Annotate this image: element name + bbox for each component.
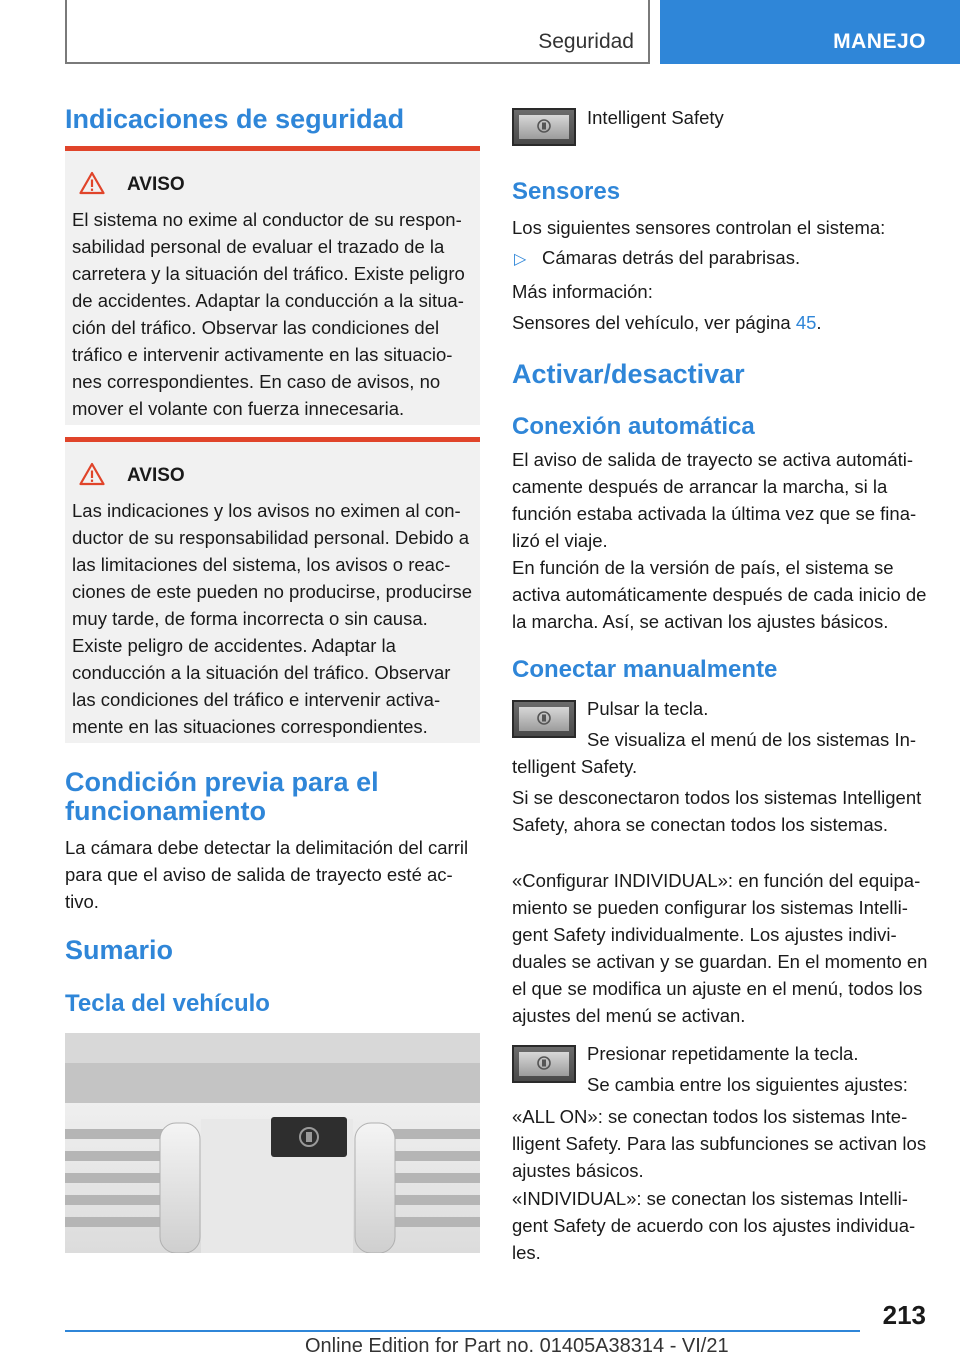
intelligent-safety-icon [537,1056,551,1070]
warning-triangle-icon [79,171,105,195]
sensors-heading: Sensores [512,178,621,205]
intelligent-safety-key-image [512,1045,576,1083]
menu-shown-text: Se visualiza el menú de los sistemas Intelligent Safety. [512,729,917,777]
precondition-heading: Condición previa para el funcionamiento [65,767,379,826]
dashboard-button-photo [65,1033,480,1253]
warning-label: AVISO [127,174,185,195]
vehicle-key-heading: Tecla del vehículo [65,990,270,1017]
warning-box-1 [65,146,480,425]
activate-heading: Activar/desactivar [512,359,745,389]
press-key-text: Pulsar la tecla. [587,698,709,719]
summary-heading: Sumario [65,935,174,965]
sensors-bullet: Cámaras detrás del parabrisas. [542,247,801,268]
section-title: Seguridad [538,30,634,53]
manual-p1: Si se desconectaron todos los sistemas Intelligent Safety, ahora se conectan todos los sistemas. [512,787,922,835]
safety-heading: Indicaciones de seguridad [65,104,405,134]
vent-illustration [65,1033,480,1253]
warning-box-2 [65,437,480,743]
warning-label: AVISO [127,465,185,486]
auto-connect-p1: El aviso de salida de trayecto se activa automáticamente después de arrancar la marcha, si la función estaba activada la última vez que se finalizó el viaje. [512,449,917,551]
precondition-text: La cámara debe detectar la delimitación del carril para que el aviso de salida de trayecto esté activo. [65,837,469,912]
page-link[interactable]: 45 [795,312,817,333]
footer-divider [65,1330,860,1332]
intelligent-safety-icon [537,711,551,725]
auto-connect-heading: Conexión automática [512,413,755,440]
manual-p2: «Configurar INDIVIDUAL»: en función del equipamiento se pueden configurar los sistemas Intelligent Safety individualmente. Los ajustes individuales se activan y se guardan. En el momento en el que se modifica un ajuste en el menú, todos los ajustes del menú se activan. [512,870,928,1026]
intelligent-safety-key-image [512,108,576,146]
warning-text: El sistema no exime al conductor de su responsabilidad personal de evaluar el trazado de la carretera y la situación del tráfico. Existe peligro de accidentes. Adaptar la conducción a la situación del tráfico. Observar las condiciones del tráfico e intervenir activamente en las situaciones correspondientes. En caso de avisos, no mover el volante con fuerza innecesaria. [72,209,465,419]
edition-text: Online Edition for Part no. 01405A38314 - VI/21 [305,1335,729,1357]
manual-connect-heading: Conectar manualmente [512,656,778,683]
auto-connect-p2: En función de la versión de país, el sistema se activa automáticamente después de cada inicio de la marcha. Así, se activan los ajustes básicos. [512,557,927,632]
more-info-label: Más información: [512,281,653,302]
repeat-press-text: Presionar repetidamente la tecla. [587,1043,859,1064]
key-label: Intelligent Safety [587,107,724,128]
sensors-intro: Los siguientes sensores controlan el sistema: [512,217,886,238]
intelligent-safety-icon [537,119,551,133]
warning-text: Las indicaciones y los avisos no eximen al conductor de su responsabilidad personal. Debido a las limitaciones del sistema, los avisos o reacciones de este pueden no producirse, producirse muy tarde, de forma incorrecta o sin causa. Existe peligro de accidentes. Adaptar la conducción a la situación del tráfico. Observar las condiciones del tráfico e intervenir activamente en las situaciones correspondientes. [72,500,473,737]
chapter-tab-label: MANEJO [833,30,926,53]
page-number: 213 [882,1300,926,1330]
chapter-tab [660,0,960,64]
sensors-reference: Sensores del vehículo, ver página 45. [512,312,822,333]
bullet-triangle-icon: ▷ [514,251,527,268]
individual-text: «INDIVIDUAL»: se conectan los sistemas Intelligent Safety de acuerdo con los ajustes individuales. [512,1188,916,1263]
repeat-switch-text: Se cambia entre los siguientes ajustes: [587,1074,908,1095]
warning-triangle-icon [79,462,105,486]
all-on-text: «ALL ON»: se conectan todos los sistemas Intelligent Safety. Para las subfunciones se activan los ajustes básicos. [512,1106,927,1181]
header-box [65,0,650,64]
